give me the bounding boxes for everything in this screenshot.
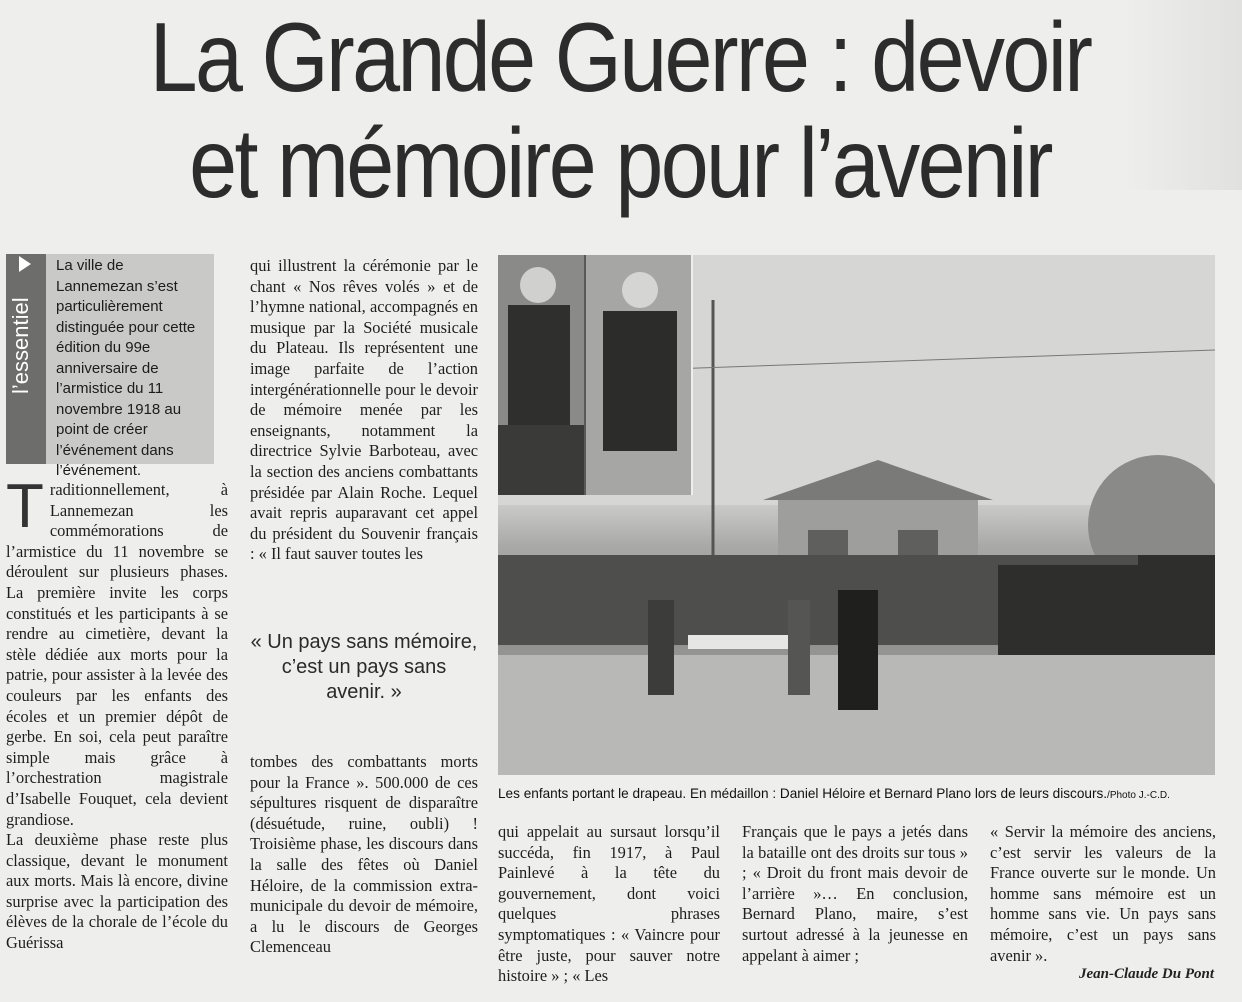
inset-portraits [498,255,691,495]
essentiel-text: La ville de Lannemezan s’est particulièrement distinguée pour cette édition du 99e anniversaire de l’armistice du 11 novembre 1918 au point de créer l’événement dans l’événement. [56,257,196,479]
drop-cap: T [6,472,44,541]
essentiel-label: l’essentiel [8,297,33,394]
column-1-paragraph-2: La deuxième phase reste plus classique, devant le monument aux morts. Mais là encore, divine surprise avec la participation des élèves de la chorale de l’école du Guérissa [6,830,228,953]
essentiel-tab [6,254,46,464]
column-1-text: raditionnellement, à Lannemezan les commémorations de l’armistice du 11 novembre se déroulent sur plusieurs phases. La première invite les corps constitués et les participants à se rendre au cimetière, devant la stèle dédiée aux morts pour la patrie, pour assister à la levée des couleurs par les enfants des écoles et un premier dépôt de gerbe. En soi, cela peut paraître simple mais grâce à l’orchestration magistrale d’Isabelle Fouquet, cela devient grandiose. [6,480,228,829]
column-3: qui appelait au sursaut lorsqu’il succéda, fin 1917, à Paul Painlevé à la tête du gouvernement, dont voici quelques phrases symptomatiques : « Vaincre pour être juste, pour sauver notre histoire » ; « Les [498,822,720,986]
headline-line-1: La Grande Guerre : devoir [149,2,1091,112]
arrow-right-icon [19,256,31,272]
photo-inset [498,255,693,495]
photo-credit: /Photo J.-C.D. [1107,790,1170,801]
column-1-paragraph-1 [6,472,228,830]
column-1 [6,472,228,954]
column-5: « Servir la mémoire des anciens, c’est servir les valeurs de la France ouverte sur le monde. Un homme sans mémoire est un homme sans vie. Un pays sans mémoire, c’est un pays sans avenir ». [990,822,1216,965]
pull-quote: « Un pays sans mémoire, c’est un pays sans avenir. » [250,631,478,703]
column-4: Français que le pays a jetés dans la bataille ont des droits sur tous » ; « Droit du front mais devoir de l’arrière »… En conclusion, Bernard Plano, maire, s’est surtout adressé à la jeunesse en appelant à aimer ; [742,822,968,965]
photo-caption [498,786,1216,801]
headline [101,4,1139,216]
column-2-top: qui illustrent la cérémonie par le chant « Nos rêves volés » et de l’hymne national, accompagnés en musique par la Société musicale du Plateau. Ils représentent une image parfaite de l’action intergénérationnelle pour le devoir de mémoire menée par les enseignants, notamment la directrice Sylvie Barboteau, avec la section des anciens combattants présidée par Alain Roche. Lequel avait repris auparavant cet appel du président du Souvenir français : « Il faut sauver toutes les [250,256,478,564]
byline: Jean-Claude Du Pont [1078,966,1214,982]
caption-text: Les enfants portant le drapeau. En médaillon : Daniel Héloire et Bernard Plano lors de leurs discours. [498,786,1108,801]
page-bleed-through [1122,0,1242,190]
headline-line-2: et mémoire pour l’avenir [189,108,1051,218]
column-2-bottom: tombes des combattants morts pour la France ». 500.000 de ces sépultures risquent de disparaître (désuétude, ruine, oubli) ! Troisième phase, les discours dans la salle des fêtes où Daniel Héloire, de la commission extra-municipale du devoir de mémoire, a lu le discours de Georges Clemenceau [250,752,478,957]
